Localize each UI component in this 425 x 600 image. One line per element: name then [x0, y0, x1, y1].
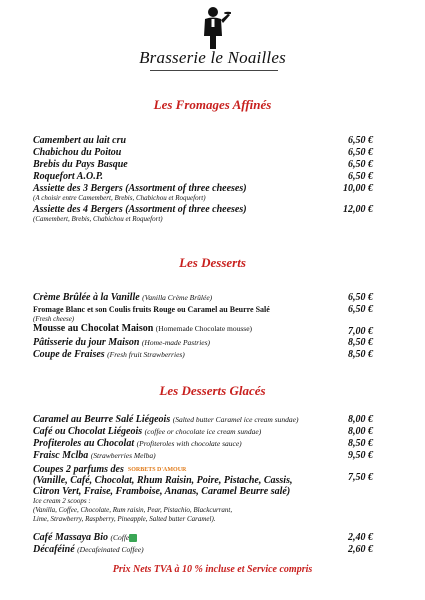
menu-item-price: 8,50 €	[348, 438, 373, 449]
menu-item-price: 6,50 €	[348, 304, 373, 315]
menu-item-price: 12,00 €	[343, 204, 373, 215]
menu-item-price: 8,50 €	[348, 349, 373, 360]
menu-item-price: 8,00 €	[348, 414, 373, 425]
menu-item-price: 8,50 €	[348, 337, 373, 348]
menu-item-price: 6,50 €	[348, 292, 373, 303]
menu-item-price: 8,00 €	[348, 426, 373, 437]
menu-item: Roquefort A.O.P.	[33, 171, 104, 182]
menu-item-note: Ice cream 2 scoops :	[33, 497, 91, 505]
menu-item: Caramel au Beurre Salé Liégeois (Salted butter Caramel ice cream sundae)	[33, 414, 299, 425]
menu-item: Brebis du Pays Basque	[33, 159, 128, 170]
menu-item: Assiette des 3 Bergers (Assortment of three cheeses) (A choisir entre Camembert, Brebis, Chabichou et Roquefort)	[33, 183, 373, 203]
menu-item: Camembert au lait cru	[33, 135, 127, 146]
menu-item: Café Massaya Bio (Coffe	[33, 532, 373, 543]
footer-note: Prix Nets TVA à 10 % incluse et Service compris	[112, 564, 313, 575]
menu-item-price: 2,60 €	[348, 544, 373, 555]
menu-item-price: 6,50 €	[348, 159, 373, 170]
menu-item: Fromage Blanc et son Coulis fruits Rouge ou Caramel au Beurre Salé (Fresh cheese)	[33, 304, 373, 324]
section-title-fromages: Les Fromages Affinés	[153, 97, 272, 112]
menu-item: Coupes 2 parfums des SORBETS D'AMOUR (Vanille, Café, Chocolat, Rhum Raisin, Poire, Pistache, Cassis, Citron Vert, Fraise, Framboise, Ananas, Caramel Beurre salé) Ice cream 2 scoops : (Vanilla, Coffee, Chocolate, Rum raisin, Pear, Pistachio, Blackcurrant, Lime, Strawberry, Raspberry, Pineapple, Salted butter Caramel).	[33, 464, 373, 524]
menu-item-note: (Vanilla, Coffee, Chocolate, Rum raisin, Pear, Pistachio, Blackcurrant,	[33, 506, 233, 514]
menu-item-price: 6,50 €	[348, 147, 373, 158]
section-title-glaces: Les Desserts Glacés	[159, 383, 266, 398]
menu-item: Crème Brûlée à la Vanille (Vanilla Crème Brûlée)	[33, 292, 213, 303]
menu-item: Décaféiné (Decafeinated Coffee)	[33, 544, 144, 555]
menu-item: Assiette des 4 Bergers (Assortment of three cheeses) (Camembert, Brebis, Chabichou et Roquefort)	[33, 204, 373, 224]
menu-item: Chabichou du Poitou	[33, 147, 122, 158]
leaf-icon	[129, 534, 137, 542]
menu-item: Pâtisserie du jour Maison (Home-made Pastries)	[33, 337, 211, 348]
menu-item: Mousse au Chocolat Maison (Homemade Chocolate mousse)	[33, 323, 253, 334]
menu-item-note: (Fresh cheese)	[33, 315, 75, 323]
menu-item: Café ou Chocolat Liégeois (coffee or chocolate ice cream sundae)	[33, 426, 262, 437]
menu-item-price: 7,50 €	[348, 472, 373, 483]
menu-item: Profiteroles au Chocolat (Profiteroles with chocolate sauce)	[33, 438, 242, 449]
sorbets-logo: SORBETS D'AMOUR	[127, 466, 187, 473]
waiter-icon	[195, 6, 231, 50]
menu-item-price: 9,50 €	[348, 450, 373, 461]
section-title-desserts: Les Desserts	[179, 255, 246, 270]
logo	[0, 6, 425, 50]
menu-item-note: Lime, Strawberry, Raspberry, Pineapple, Salted butter Caramel).	[33, 515, 216, 523]
menu-item: Coupe de Fraises (Fresh fruit Strawberries)	[33, 349, 185, 360]
menu-item-note: (Camembert, Brebis, Chabichou et Roquefort)	[33, 215, 163, 223]
menu-item-price: 7,00 €	[348, 326, 373, 337]
menu-item-price: 2,40 €	[348, 532, 373, 543]
brand-underline	[150, 70, 278, 71]
menu-item-price: 10,00 €	[343, 183, 373, 194]
menu-item-price: 6,50 €	[348, 171, 373, 182]
menu-item: Fraisc Mclba (Strawberries Melba)	[33, 450, 156, 461]
brand-name: Brasserie le Noailles	[139, 48, 286, 67]
menu-item-price: 6,50 €	[348, 135, 373, 146]
menu-item-note: (A choisir entre Camembert, Brebis, Chabichou et Roquefort)	[33, 194, 206, 202]
